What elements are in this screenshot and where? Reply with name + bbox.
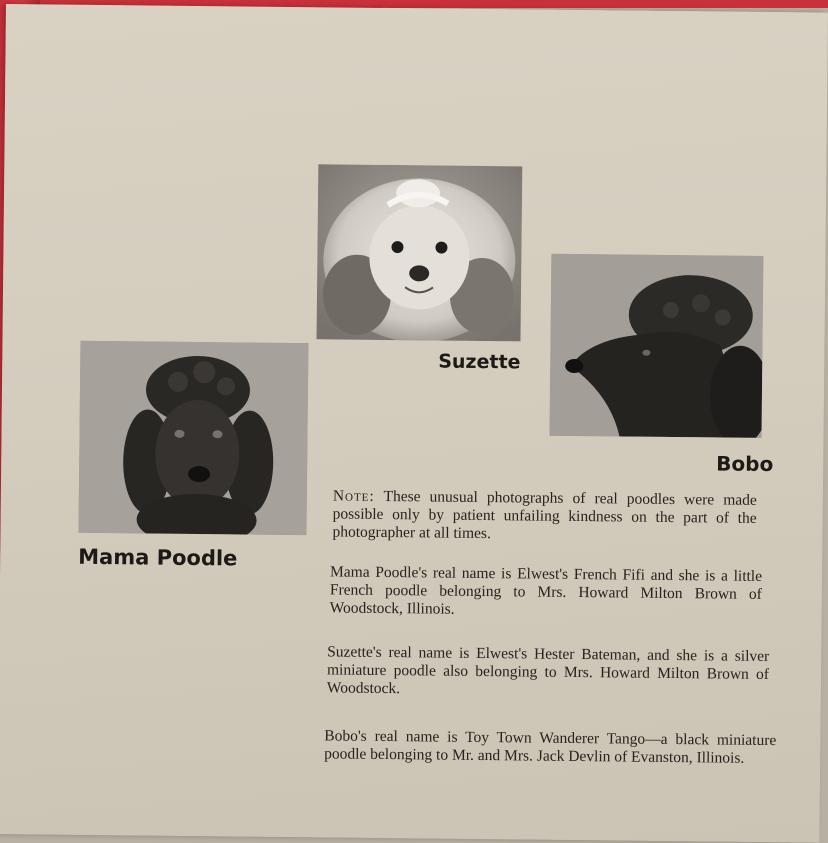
suzette-caption: Suzette [438, 350, 521, 374]
bobo-photo [550, 254, 764, 438]
note-paragraph [332, 487, 757, 545]
bobo-paragraph: Bobo's real name is Toy Town Wanderer Tango—a black miniature poodle belonging to Mr. and Mrs. Jack Devlin of Evanston, Illinois. [324, 727, 777, 767]
suzette-photo [317, 164, 523, 341]
suzette-paragraph: Suzette's real name is Elwest's Hester Bateman, and she is a silver miniature poodle also belonging to Mrs. Howard Milton Brown of Woodstock. [326, 643, 770, 698]
note-label: Note: [332, 487, 375, 505]
book-page [0, 4, 828, 843]
mama-poodle-caption: Mama Poodle [78, 544, 238, 571]
bobo-caption: Bobo [716, 451, 774, 477]
note-text: These unusual photographs of real poodles were made possible only by patient unfailing kindness on the part of the photographer at all times. [332, 487, 757, 543]
mama-poodle-paragraph: Mama Poodle's real name is Elwest's French Fifi and she is a little French poodle belonging to Mrs. Howard Milton Brown of Woodstock, Illinois. [329, 563, 763, 618]
mama-poodle-photo [78, 341, 308, 535]
